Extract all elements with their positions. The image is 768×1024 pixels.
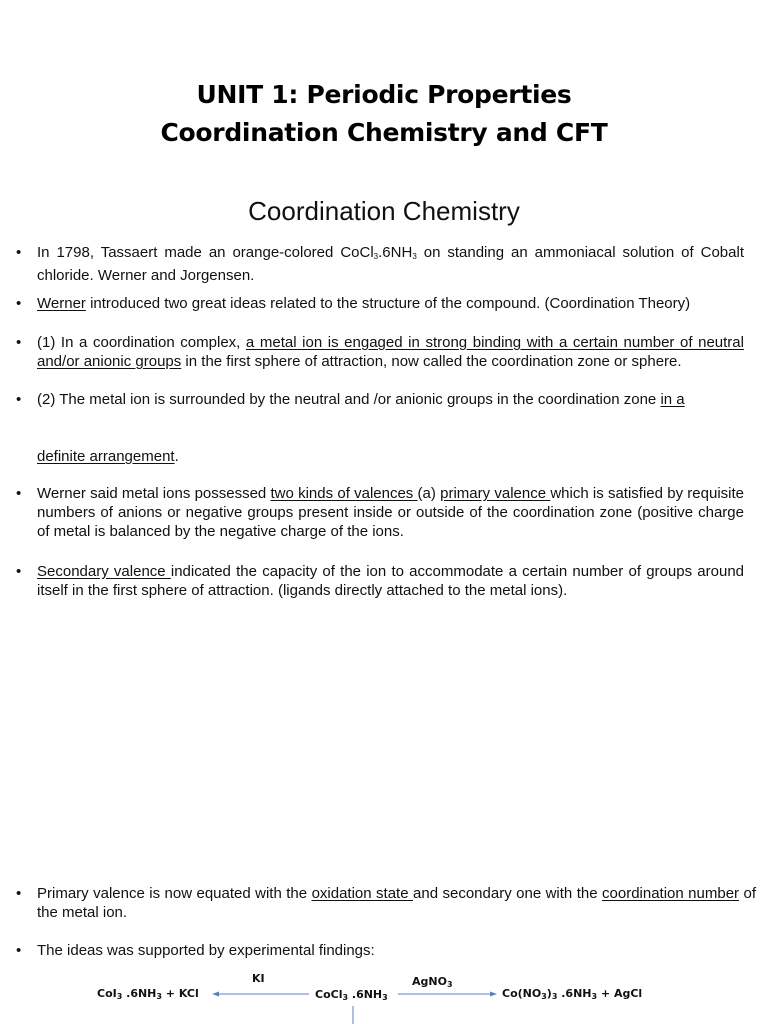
reactant-cocl3: CoCl$_3$ $.6NH_3$ [315, 988, 388, 1002]
bullet-marker: • [16, 563, 22, 580]
arrow-right-agno3 [398, 992, 497, 997]
bullet-idea-2 [16, 390, 744, 409]
unit-title: UNIT 1: Periodic Properties [196, 80, 572, 109]
bullet-text: definite arrangement. [37, 448, 179, 465]
bullet-text: The ideas was supported by experimental findings: [37, 942, 375, 959]
bullet-text: (2) The metal ion is surrounded by the neutral and /or anionic groups in the coordination zone in a [37, 391, 685, 408]
bullet-experimental [16, 941, 744, 960]
bullet-text: In 1798, Tassaert made an orange-colored $CoCl_3.6NH_3$ on standing an ammoniacal solution of Cobalt chloride. Werner and Jorgensen. [37, 244, 744, 284]
bullet-text: Werner introduced two great ideas related to the structure of the compound. (Coordination Theory) [37, 295, 691, 312]
bullet-valences [16, 484, 744, 541]
reagent-ki-label: KI [252, 972, 265, 985]
bullet-marker: • [16, 391, 22, 408]
unit-subtitle: Coordination Chemistry and CFT [160, 118, 608, 147]
bullet-idea-1 [16, 333, 744, 371]
bullet-tassaert [16, 243, 744, 285]
bullet-marker: • [16, 885, 22, 902]
bullet-text: Werner said metal ions possessed two kinds of valences (a) primary valence which is satisfied by requisite numbers of anions or negative groups present inside or outside of the coordination zone (positive charge of metal is balanced by the negative charge of the ions. [37, 485, 745, 540]
reagent-agno3-label: AgNO$_3$ [412, 975, 453, 989]
product-coi3: CoI$_3$ $.6NH_3$ + KCl [97, 987, 199, 1001]
bullet-secondary-valence [16, 562, 744, 600]
bullet-idea-2-continued [16, 447, 744, 466]
bullet-primary-valence [16, 884, 756, 922]
bullet-marker: • [16, 942, 22, 959]
product-conitrate: $Co(NO_3)_3$ $.6NH_3$ + AgCl [502, 987, 643, 1001]
bullet-marker: • [16, 334, 22, 351]
bullet-text: (1) In a coordination complex, a metal ion is engaged in strong binding with a certain number of neutral and/or anionic groups in the first sphere of attraction, now called the coordination zone or sphere. [37, 334, 744, 370]
bullet-text: Secondary valence indicated the capacity of the ion to accommodate a certain number of groups around itself in the first sphere of attraction. (ligands directly attached to the metal ions). [37, 563, 745, 599]
arrow-left-ki [212, 992, 309, 997]
bullet-marker: • [16, 295, 22, 312]
section-title: Coordination Chemistry [248, 196, 520, 226]
bullet-text: Primary valence is now equated with the oxidation state and secondary one with the coordination number of the metal ion. [37, 885, 756, 921]
bullet-werner [16, 294, 744, 313]
bullet-marker: • [16, 244, 22, 261]
bullet-marker: • [16, 485, 22, 502]
